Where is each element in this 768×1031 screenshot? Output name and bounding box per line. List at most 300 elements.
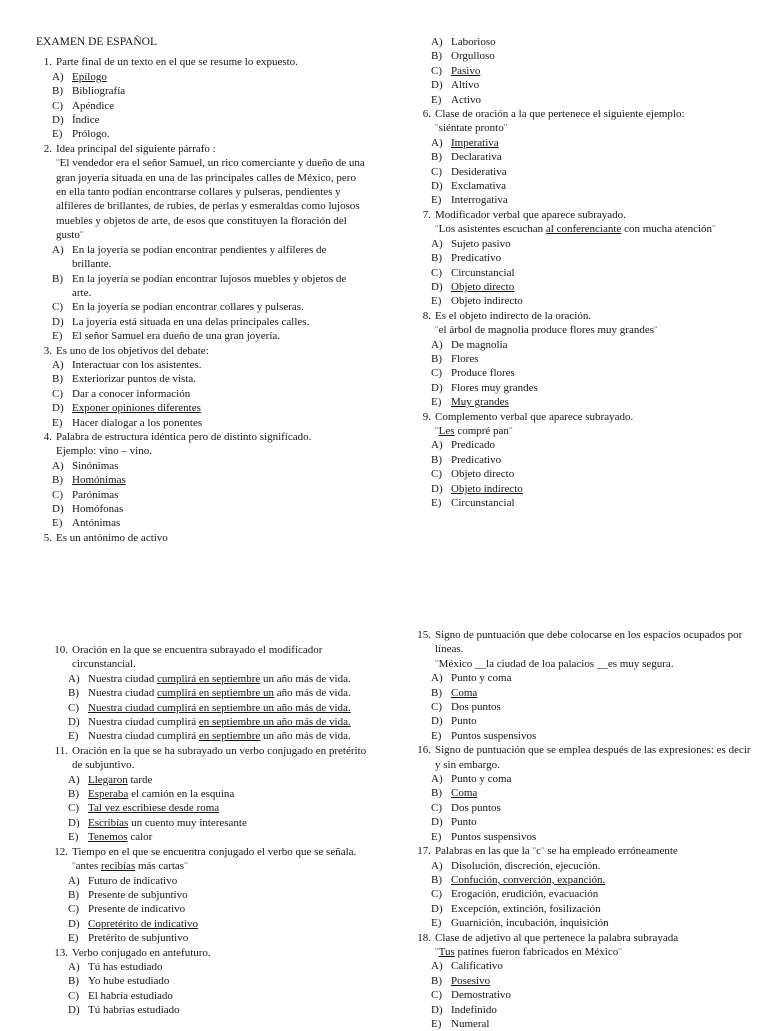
question-number: 8. <box>422 309 431 322</box>
option-text <box>88 1003 372 1017</box>
option-text <box>451 338 755 352</box>
answer-option <box>36 516 366 530</box>
text-fragment: Calificativo <box>451 960 503 973</box>
underlined-text: cumplirá en septiembre un <box>157 687 275 700</box>
answer-option <box>415 78 755 92</box>
question-number: 6. <box>422 108 431 121</box>
answer-option <box>415 974 755 988</box>
text-fragment: De magnolia <box>451 338 508 351</box>
option-letter: B) <box>68 888 79 901</box>
option-text <box>451 801 755 815</box>
option-letter: A) <box>431 237 443 250</box>
option-text <box>88 960 372 974</box>
question-stem <box>36 531 366 545</box>
text-fragment: Declarativa <box>451 151 502 164</box>
question <box>415 107 755 208</box>
answer-option <box>415 438 755 452</box>
text-fragment: año más de vida. <box>274 687 351 700</box>
answer-option <box>415 395 755 409</box>
option-text <box>451 772 755 786</box>
option-text <box>72 358 366 372</box>
option-letter: E) <box>431 295 442 308</box>
option-text <box>451 729 755 743</box>
option-letter: B) <box>68 687 79 700</box>
answer-option <box>415 64 755 78</box>
text-fragment: calor <box>127 831 153 844</box>
answer-option <box>415 873 755 887</box>
option-letter: A) <box>431 960 443 973</box>
question-stem <box>415 628 755 657</box>
option-text <box>451 150 755 164</box>
option-letter: A) <box>68 773 80 786</box>
option-letter: E) <box>52 128 63 141</box>
question-example <box>415 424 755 438</box>
answer-option <box>415 352 755 366</box>
option-text <box>451 93 755 107</box>
option-letter: D) <box>68 816 80 829</box>
option-text <box>451 830 755 844</box>
option-text <box>72 401 366 415</box>
option-letter: E) <box>68 932 79 945</box>
text-fragment: Punto <box>451 816 477 829</box>
option-letter: E) <box>431 93 442 106</box>
text-fragment: Disolución, discreción, ejecución. <box>451 859 601 872</box>
option-text <box>88 974 372 988</box>
answer-option <box>415 801 755 815</box>
option-text <box>72 243 366 272</box>
answer-option <box>36 401 366 415</box>
option-text <box>88 830 372 844</box>
option-text <box>451 453 755 467</box>
option-letter: D) <box>68 917 80 930</box>
question-stem <box>415 743 755 772</box>
option-text <box>72 372 366 386</box>
option-text <box>72 329 366 343</box>
option-letter: E) <box>52 416 63 429</box>
answer-option <box>52 1003 372 1017</box>
question-example <box>52 859 372 873</box>
answer-option <box>415 1003 755 1017</box>
text-fragment: Interactuar con los asistentes. <box>72 358 202 371</box>
text-fragment: Presente de indicativo <box>88 903 186 916</box>
text-fragment: Parónimas <box>72 488 119 501</box>
option-letter: E) <box>431 497 442 509</box>
question-stem <box>52 845 372 859</box>
option-letter: A) <box>431 338 443 351</box>
underlined-text: en septiembre <box>198 730 261 743</box>
underlined-text: Confución, converción, expanción. <box>451 873 606 886</box>
text-fragment: Puntos suspensivos <box>451 729 537 742</box>
answer-option <box>415 49 755 63</box>
answer-option <box>415 35 755 49</box>
answer-option <box>415 786 755 800</box>
text-fragment: Activo <box>451 93 481 106</box>
answer-option <box>52 902 372 916</box>
text-fragment: Nuestra ciudad <box>88 672 158 685</box>
answer-option <box>52 773 372 787</box>
question-list <box>36 55 366 545</box>
option-text <box>451 902 755 916</box>
text-fragment: En la joyería se podían encontrar pendientes y alfileres de brillante. <box>72 243 327 271</box>
answer-option <box>52 816 372 830</box>
answer-option <box>415 815 755 829</box>
option-text <box>451 1003 755 1017</box>
answer-option <box>36 459 366 473</box>
option-text <box>72 387 366 401</box>
option-text <box>72 473 366 487</box>
text-fragment: Sujeto pasivo <box>451 237 511 250</box>
answer-option <box>415 150 755 164</box>
option-letter: B) <box>52 85 63 98</box>
text-fragment: un año más de vida. <box>260 672 351 685</box>
answer-option <box>52 686 372 700</box>
page1-left-column <box>36 35 366 545</box>
question-example <box>415 945 755 959</box>
question-text: Verbo conjugado en antefuturo. <box>72 946 211 959</box>
text-fragment: Tú has estudiado <box>88 960 163 973</box>
option-letter: A) <box>68 960 80 973</box>
answer-option <box>415 93 755 107</box>
underlined-text: Exponer opiniones diferentes <box>72 402 201 415</box>
option-letter: E) <box>431 917 442 930</box>
question-stem <box>52 946 372 960</box>
option-text <box>451 366 755 380</box>
option-text <box>88 672 372 686</box>
option-letter: B) <box>431 974 442 987</box>
text-fragment: Apéndice <box>72 99 115 112</box>
text-fragment: Tú habrías estudiado <box>88 1004 180 1017</box>
answer-option <box>52 931 372 945</box>
option-letter: A) <box>431 439 443 452</box>
answer-option <box>415 136 755 150</box>
question <box>36 531 366 545</box>
option-letter: E) <box>52 517 63 530</box>
text-fragment: ¨antes <box>72 860 102 873</box>
question-text: Clase de oración a la que pertenece el siguiente ejemplo: <box>435 108 685 121</box>
answer-option <box>415 916 755 930</box>
option-text <box>451 859 755 873</box>
answer-option <box>415 482 755 496</box>
text-fragment: Presente de subjuntivo <box>88 888 188 901</box>
text-fragment: Produce flores <box>451 367 515 380</box>
text-fragment: Exclamativa <box>451 180 506 193</box>
text-fragment: Circunstancial <box>451 497 515 509</box>
question-example <box>415 222 755 236</box>
option-letter: D) <box>431 79 443 92</box>
question-text: Parte final de un texto en el que se resume lo expuesto. <box>56 56 298 69</box>
answer-option <box>415 251 755 265</box>
question <box>415 35 755 107</box>
answer-option <box>52 801 372 815</box>
option-letter: A) <box>431 672 443 685</box>
text-fragment: con mucha atención¨ <box>621 223 716 236</box>
answer-option <box>52 874 372 888</box>
underlined-text: Llegaron <box>88 773 128 786</box>
question <box>415 931 755 1031</box>
text-fragment: Orgulloso <box>451 50 495 63</box>
text-fragment: Exteriorizar puntos de vista. <box>72 373 197 386</box>
text-fragment: Erogación, erudición, evacuación <box>451 888 599 901</box>
option-letter: B) <box>431 453 442 466</box>
option-text <box>451 136 755 150</box>
page2-left-column <box>52 643 372 1018</box>
text-fragment: el camión en la esquina <box>128 788 235 801</box>
option-letter: C) <box>431 468 442 481</box>
question-stem <box>415 410 755 424</box>
text-fragment: Objeto indirecto <box>451 295 523 308</box>
text-fragment: Guarnición, incubación, inquisición <box>451 917 609 930</box>
option-letter: D) <box>431 1003 443 1016</box>
answer-option <box>36 358 366 372</box>
question-number: 15. <box>417 629 431 641</box>
question-number: 13. <box>54 946 68 959</box>
underlined-text: Homónimas <box>72 474 126 487</box>
answer-option <box>52 917 372 931</box>
answer-option <box>415 453 755 467</box>
option-letter: D) <box>431 180 443 193</box>
question <box>36 344 366 430</box>
text-fragment: Futuro de indicativo <box>88 874 178 887</box>
option-letter: B) <box>52 272 63 285</box>
answer-option <box>52 830 372 844</box>
text-fragment: Punto y coma <box>451 773 512 786</box>
option-text <box>451 179 755 193</box>
option-text <box>451 294 755 308</box>
question-stem <box>36 142 366 156</box>
text-fragment: Demostrativo <box>451 989 511 1002</box>
option-letter: B) <box>52 373 63 386</box>
text-fragment: Nuestra ciudad <box>88 687 158 700</box>
option-letter: C) <box>431 888 442 901</box>
option-letter: D) <box>431 482 443 495</box>
question <box>36 430 366 531</box>
question-example: ¨el árbol de magnolia produce flores muy grandes¨ <box>435 324 658 337</box>
underlined-text: cumplirá en septiembre <box>157 672 261 685</box>
option-letter: C) <box>52 488 63 501</box>
answer-option <box>36 243 366 272</box>
question-number: 3. <box>43 344 52 357</box>
answer-option <box>36 300 366 314</box>
question-text: Es uno de los objetivos del debate: <box>56 344 209 357</box>
option-text <box>72 516 366 530</box>
option-text <box>451 974 755 988</box>
question <box>415 628 755 743</box>
answer-option <box>36 113 366 127</box>
option-letter: A) <box>431 36 443 48</box>
text-fragment: Dos puntos <box>451 701 501 714</box>
answer-option <box>36 329 366 343</box>
answer-option <box>52 787 372 801</box>
question-number: 10. <box>54 644 68 656</box>
option-text <box>451 467 755 481</box>
option-text <box>88 701 372 715</box>
answer-option <box>415 496 755 510</box>
answer-option <box>415 165 755 179</box>
text-fragment: ¨Los asistentes escuchan <box>435 223 546 236</box>
answer-option <box>415 338 755 352</box>
option-letter: E) <box>431 729 442 742</box>
option-letter: C) <box>52 301 63 314</box>
question <box>415 743 755 844</box>
text-fragment: Nuestra ciudad cumplirá <box>88 716 199 729</box>
text-fragment: Antónimas <box>72 517 121 530</box>
option-letter: E) <box>431 194 442 207</box>
option-letter: A) <box>431 136 443 149</box>
text-fragment: Bibliografía <box>72 85 126 98</box>
question <box>52 845 372 946</box>
underlined-text: Tenemos <box>88 831 128 844</box>
answer-option <box>415 266 755 280</box>
option-text <box>88 874 372 888</box>
option-text <box>88 686 372 700</box>
option-text <box>72 84 366 98</box>
answer-option <box>415 700 755 714</box>
option-text <box>72 99 366 113</box>
page1-right-column <box>415 35 755 510</box>
option-text <box>451 496 755 510</box>
option-letter: C) <box>68 989 79 1002</box>
option-letter: E) <box>52 330 63 343</box>
answer-option <box>36 315 366 329</box>
underlined-text: Pasivo <box>451 64 481 77</box>
option-letter: D) <box>68 716 80 729</box>
answer-option <box>52 701 372 715</box>
option-letter: C) <box>431 165 442 178</box>
option-letter: E) <box>431 830 442 843</box>
option-text <box>451 887 755 901</box>
answer-option <box>415 988 755 1002</box>
option-letter: B) <box>431 252 442 265</box>
question-example: Ejemplo: vino – vino. <box>56 445 152 458</box>
option-text <box>451 786 755 800</box>
option-letter: D) <box>431 902 443 915</box>
underlined-text: Coma <box>451 686 478 699</box>
question-text: Modificador verbal que aparece subrayado. <box>435 208 626 221</box>
text-fragment: Índice <box>72 114 100 127</box>
text-fragment: más cartas¨ <box>135 860 188 873</box>
option-letter: C) <box>431 989 442 1002</box>
option-text <box>88 917 372 931</box>
answer-option <box>36 84 366 98</box>
text-fragment: Punto y coma <box>451 672 512 685</box>
option-letter: D) <box>52 503 64 515</box>
option-text <box>88 801 372 815</box>
underlined-text: Imperativa <box>451 136 499 149</box>
question-number: 7. <box>422 208 431 221</box>
option-text <box>88 729 372 743</box>
question <box>52 946 372 1018</box>
option-letter: C) <box>431 266 442 279</box>
option-letter: C) <box>431 367 442 380</box>
option-letter: C) <box>68 903 79 916</box>
text-fragment: Yo hube estudiado <box>88 975 170 988</box>
underlined-text: en septiembre un año más de vida. <box>198 716 351 729</box>
text-fragment: Puntos suspensivos <box>451 830 537 843</box>
underlined-text: Muy grandes <box>451 396 509 409</box>
text-fragment: Interrogativa <box>451 194 508 207</box>
option-letter: C) <box>68 802 79 815</box>
text-fragment: ¨ <box>435 424 439 437</box>
option-letter: E) <box>68 730 79 743</box>
question-list <box>415 35 755 510</box>
text-fragment: Prólogo. <box>72 128 110 141</box>
answer-option <box>415 859 755 873</box>
option-text <box>72 488 366 502</box>
question <box>36 142 366 344</box>
text-fragment: Objeto directo <box>451 468 515 481</box>
answer-option <box>415 294 755 308</box>
text-fragment: En la joyería se podían encontrar lujosos muebles y objetos de arte. <box>72 272 347 299</box>
question-stem <box>415 844 755 858</box>
option-text <box>451 916 755 930</box>
option-letter: E) <box>68 831 79 844</box>
answer-option <box>415 381 755 395</box>
option-letter: B) <box>431 787 442 800</box>
text-fragment: patines fueron fabricados en México¨ <box>454 945 622 958</box>
text-fragment: Excepción, extinción, fosilización <box>451 902 601 915</box>
question-example: ¨siéntate pronto¨ <box>435 122 508 135</box>
answer-option <box>415 671 755 685</box>
text-fragment: Predicativo <box>451 453 502 466</box>
question-list <box>415 628 755 1031</box>
option-letter: D) <box>52 114 64 127</box>
answer-option <box>36 70 366 84</box>
option-letter: A) <box>52 70 64 83</box>
option-letter: B) <box>431 50 442 63</box>
option-text <box>451 49 755 63</box>
text-fragment: Homófonas <box>72 503 124 515</box>
answer-option <box>36 387 366 401</box>
text-fragment: Nuestra ciudad cumplirá <box>88 730 199 743</box>
option-letter: B) <box>431 352 442 365</box>
option-letter: C) <box>431 801 442 814</box>
text-fragment: Indefinido <box>451 1003 497 1016</box>
option-text <box>451 35 755 49</box>
option-text <box>451 700 755 714</box>
option-text <box>72 502 366 516</box>
question-text: Palabras en las que la ¨c¨ se ha empleado erróneamente <box>435 845 678 858</box>
text-fragment: compré pan¨ <box>454 424 513 437</box>
answer-option <box>36 502 366 516</box>
option-text <box>88 902 372 916</box>
answer-option <box>415 772 755 786</box>
question-number: 1. <box>43 56 52 69</box>
option-text <box>451 714 755 728</box>
question-text: Signo de puntuación que debe colocarse en los espacios ocupados por líneas. <box>435 629 743 656</box>
answer-option <box>415 902 755 916</box>
option-letter: C) <box>52 387 63 400</box>
underlined-text: Tal vez escribiese desde roma <box>88 802 220 815</box>
answer-option <box>36 127 366 141</box>
text-fragment: Dos puntos <box>451 801 501 814</box>
question <box>52 744 372 845</box>
option-letter: D) <box>68 1004 80 1017</box>
answer-option <box>415 830 755 844</box>
text-fragment: Laborioso <box>451 36 496 48</box>
text-fragment: un año más de vida. <box>260 730 351 743</box>
question-number: 17. <box>417 845 431 858</box>
option-text <box>72 315 366 329</box>
text-fragment: Circunstancial <box>451 266 515 279</box>
underlined-text: Epílogo <box>72 70 107 83</box>
option-text <box>451 671 755 685</box>
question-text: Es un antónimo de activo <box>56 531 168 544</box>
text-fragment: Altivo <box>451 79 480 92</box>
option-text <box>451 686 755 700</box>
option-text <box>88 787 372 801</box>
text-fragment: Numeral <box>451 1017 490 1030</box>
question <box>52 643 372 744</box>
